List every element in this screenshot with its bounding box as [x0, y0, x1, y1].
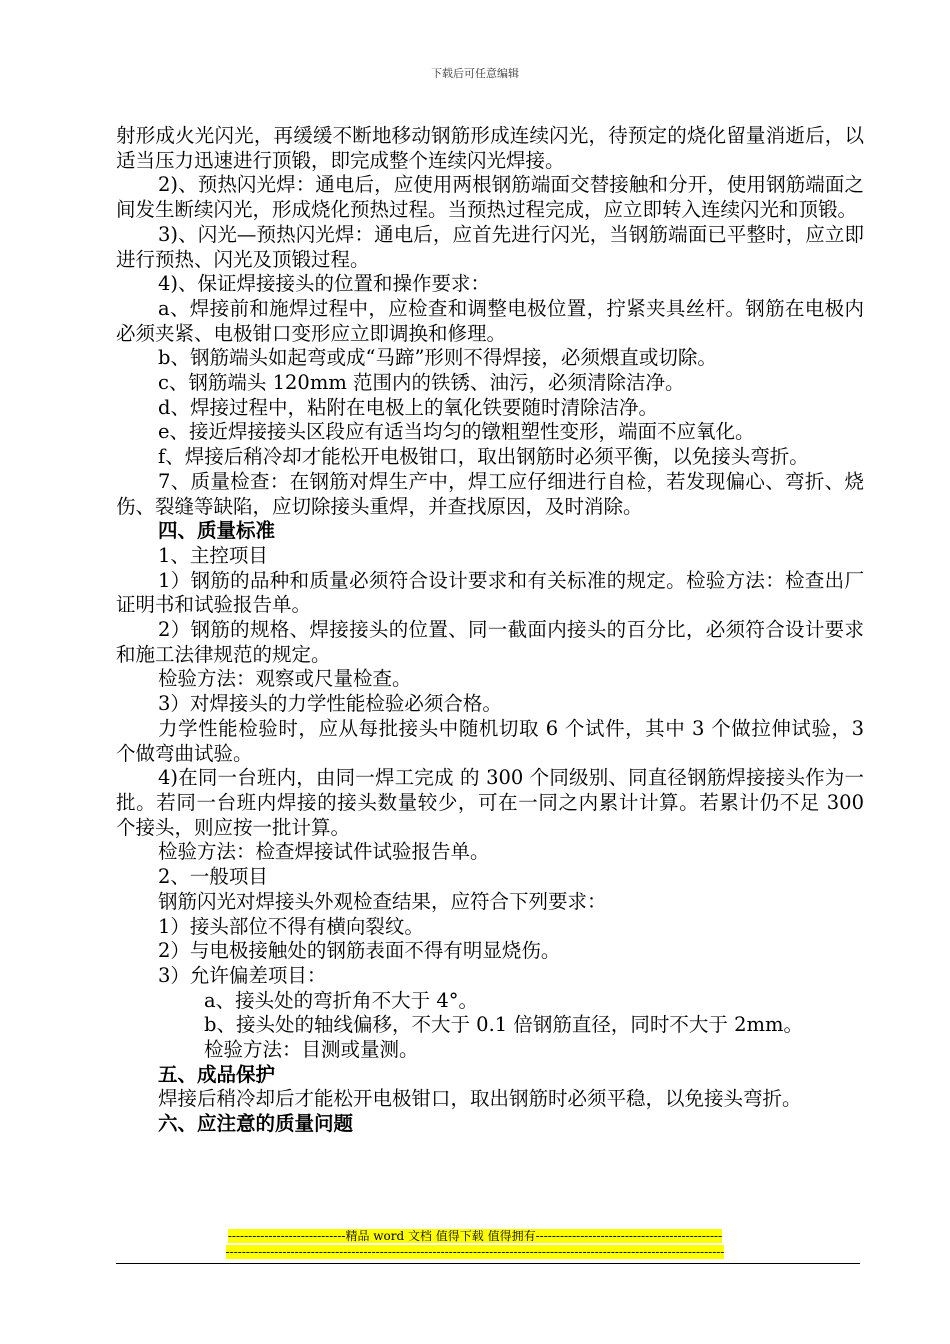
subsection-title: 2、一般项目	[158, 865, 268, 889]
section-heading: 六、应注意的质量问题	[158, 1112, 354, 1136]
paragraph: 检验方法：目测或量测。	[204, 1038, 419, 1062]
paragraph: 2)、预热闪光焊：通电后，应使用两根钢筋端面交替接触和分开，使用钢筋端面之间发生断续闪光，形成烧化预热过程。当预热过程完成，应立即转入连续闪光和顶锻。	[116, 173, 864, 222]
footer-banner-text: -----------------------------精品 word 文档 值得下载 值得拥有----------------------------------------------	[227, 1229, 723, 1243]
paragraph: 2）钢筋的规格、焊接接头的位置、同一截面内接头的百分比，必须符合设计要求和施工法律规范的规定。	[116, 618, 864, 666]
paragraph: 4)在同一台班内，由同一焊工完成 的 300 个同级别、同直径钢筋焊接接头作为一批。若同一台班内焊接的接头数量较少，可在一同之内累计计算。若累计仍不足 300 个接头，则应按一批计算。	[116, 766, 871, 839]
paragraph: 4)、保证焊接接头的位置和操作要求：	[158, 272, 491, 296]
paragraph: b、钢筋端头如起弯或成“马蹄”形则不得焊接，必须煨直或切除。	[158, 346, 717, 370]
paragraph: 焊接后稍冷却后才能松开电极钳口，取出钢筋时必须平稳，以免接头弯折。	[158, 1087, 802, 1111]
footer-banner-dashes: ---------------------------------------------------------------------------------------------------------------------------	[225, 1245, 725, 1259]
paragraph: a、接头处的弯折角不大于 4°。	[204, 988, 478, 1012]
paragraph: b、接头处的轴线偏移，不大于 0.1 倍钢筋直径，同时不大于 2mm。	[204, 1013, 803, 1037]
paragraph: 检验方法：观察或尺量检查。	[158, 667, 412, 691]
footer-banner-line-2	[0, 1245, 950, 1260]
document-body	[116, 124, 871, 1137]
footer-banner-line-1	[0, 1229, 950, 1244]
paragraph: 1）钢筋的品种和质量必须符合设计要求和有关标准的规定。检验方法：检查出厂证明书和试验报告单。	[116, 568, 864, 617]
paragraph: d、焊接过程中，粘附在电极上的氧化铁要随时清除洁净。	[158, 395, 658, 419]
section-heading: 四、质量标准	[158, 519, 276, 543]
paragraph: e、接近焊接接头区段应有适当均匀的镦粗塑性变形，端面不应氧化。	[158, 420, 755, 444]
footer-divider	[116, 1263, 860, 1264]
paragraph: 钢筋闪光对焊接头外观检查结果，应符合下列要求：	[158, 889, 607, 913]
paragraph: 2）与电极接触处的钢筋表面不得有明显烧伤。	[158, 939, 561, 963]
paragraph: 3）允许偏差项目：	[158, 963, 327, 987]
paragraph: f、焊接后稍冷却才能松开电极钳口，取出钢筋时必须平衡，以免接头弯折。	[158, 445, 809, 469]
paragraph: 7、质量检查：在钢筋对焊生产中，焊工应仔细进行自检，若发现偏心、弯折、烧伤、裂缝等缺陷，应切除接头重焊，并查找原因，及时消除。	[116, 469, 864, 518]
paragraph: a、焊接前和施焊过程中，应检查和调整电极位置，拧紧夹具丝杆。钢筋在电极内必须夹紧、电极钳口变形应立即调换和修理。	[116, 296, 864, 345]
paragraph: 3）对焊接头的力学性能检验必须合格。	[158, 692, 502, 716]
paragraph: 力学性能检验时，应从每批接头中随机切取 6 个试件，其中 3 个做拉伸试验，3 个做弯曲试验。	[116, 716, 871, 765]
paragraph: 3)、闪光—预热闪光焊：通电后，应首先进行闪光，当钢筋端面已平整时，应立即进行预热、闪光及顶锻过程。	[116, 222, 864, 271]
paragraph: 射形成火光闪光，再缓缓不断地移动钢筋形成连续闪光，待预定的烧化留量消逝后，以适当压力迅速进行顶锻，即完成整个连续闪光焊接。	[116, 124, 864, 172]
section-heading: 五、成品保护	[158, 1062, 276, 1086]
paragraph: 检验方法：检查焊接试件试验报告单。	[158, 840, 490, 864]
page-header: 下载后可任意编辑	[431, 67, 519, 80]
subsection-title: 1、主控项目	[158, 543, 268, 567]
paragraph: c、钢筋端头 120mm 范围内的铁锈、油污，必须清除洁净。	[158, 371, 685, 395]
paragraph: 1）接头部位不得有横向裂纹。	[158, 914, 424, 938]
